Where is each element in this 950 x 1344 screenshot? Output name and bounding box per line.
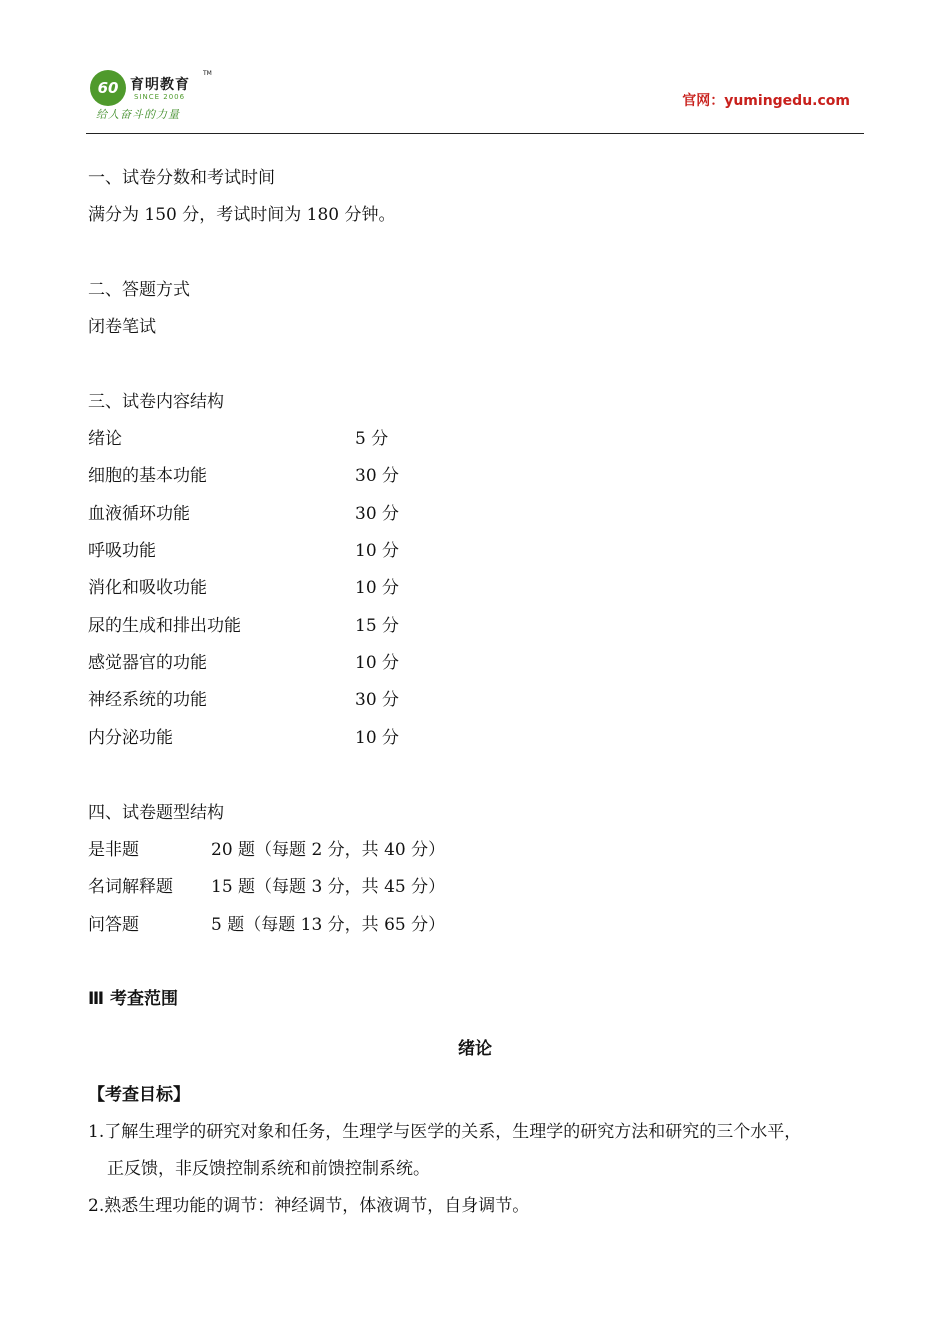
goal-2: 2.熟悉生理功能的调节：神经调节，体液调节，自身调节。	[88, 1196, 530, 1216]
question-type-name: 名词解释题	[88, 877, 173, 897]
content-item-name: 细胞的基本功能	[88, 466, 207, 486]
logo-trademark: TM	[203, 70, 212, 77]
section-1-title: 一、试卷分数和考试时间	[88, 168, 275, 188]
content-item-score: 15 分	[355, 616, 400, 636]
section-4-title: 四、试卷题型结构	[88, 803, 224, 823]
question-type-name: 问答题	[88, 915, 139, 935]
content-item-name: 消化和吸收功能	[88, 578, 207, 598]
content-item-score: 30 分	[355, 466, 400, 486]
content-item-name: 感觉器官的功能	[88, 653, 207, 673]
content-item-score: 30 分	[355, 504, 400, 524]
content-item-name: 血液循环功能	[88, 504, 190, 524]
content-item-score: 10 分	[355, 653, 400, 673]
question-type-detail: 20 题（每题 2 分，共 40 分）	[211, 840, 446, 860]
content-item-score: 5 分	[355, 429, 389, 449]
chapter-title: 绪论	[458, 1039, 492, 1059]
section-3-title: 三、试卷内容结构	[88, 392, 224, 412]
goal-label: 【考查目标】	[88, 1085, 190, 1105]
section-2-text: 闭卷笔试	[88, 317, 156, 337]
question-type-detail: 15 题（每题 3 分，共 45 分）	[211, 877, 446, 897]
scope-title: Ⅲ 考查范围	[88, 989, 178, 1009]
section-1-text: 满分为 150 分，考试时间为 180 分钟。	[88, 205, 396, 225]
question-type-detail: 5 题（每题 13 分，共 65 分）	[211, 915, 446, 935]
goal-1-line-1: 1.了解生理学的研究对象和任务，生理学与医学的关系，生理学的研究方法和研究的三个水平，	[88, 1122, 802, 1142]
content-item-name: 绪论	[88, 429, 122, 449]
logo-slogan: 给人奋斗的力量	[96, 108, 180, 121]
logo-since: SINCE 2006	[134, 93, 186, 101]
content-item-score: 10 分	[355, 578, 400, 598]
page-header	[86, 64, 864, 134]
website-link[interactable]: 官网：yumingedu.com	[682, 93, 850, 109]
logo-name: 育明教育	[130, 77, 190, 93]
content-item-name: 呼吸功能	[88, 541, 156, 561]
goal-1-line-2: 正反馈，非反馈控制系统和前馈控制系统。	[107, 1159, 430, 1179]
content-item-name: 内分泌功能	[88, 728, 173, 748]
section-2-title: 二、答题方式	[88, 280, 190, 300]
question-type-name: 是非题	[88, 840, 139, 860]
content-item-name: 尿的生成和排出功能	[88, 616, 241, 636]
header-divider	[86, 133, 864, 134]
content-item-score: 10 分	[355, 541, 400, 561]
logo-badge-icon: 60	[90, 70, 126, 106]
content-item-name: 神经系统的功能	[88, 690, 207, 710]
content-item-score: 30 分	[355, 690, 400, 710]
content-item-score: 10 分	[355, 728, 400, 748]
yuming-logo	[88, 66, 218, 122]
